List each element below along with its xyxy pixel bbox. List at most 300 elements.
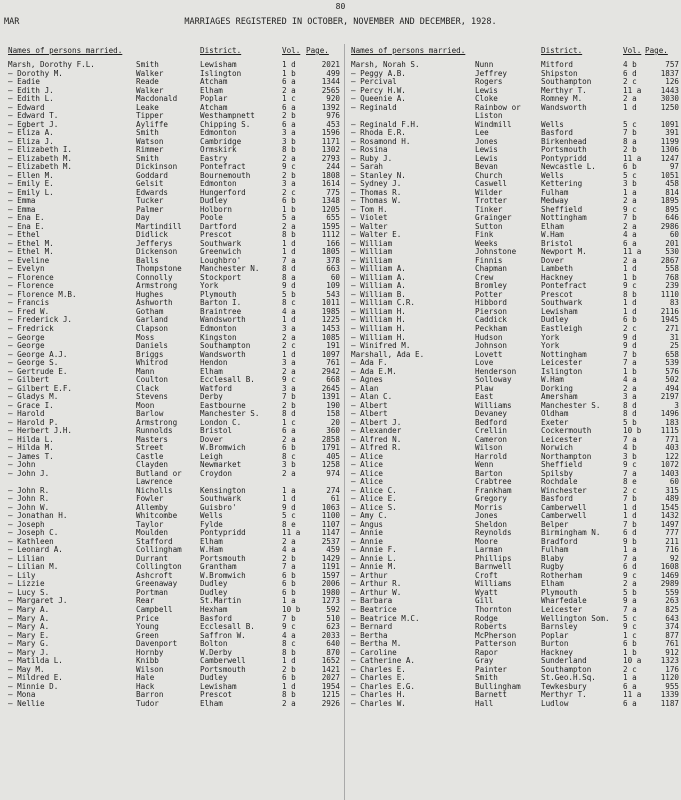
entry-district: Merthyr T. [541,691,587,700]
table-row [6,478,340,487]
entry-volume: 6 a [623,699,637,708]
entry-spouse-surname: Frankham [475,486,512,495]
entry-volume: 2 c [623,486,637,495]
table-row [6,282,340,291]
entry-district: Dover [200,435,223,444]
entry-district: Prescot [200,691,233,700]
entry-district: Islington [200,69,242,78]
entry-volume: 4 a [623,376,637,385]
entry-page: 274 [326,486,340,495]
entry-district: Wharfedale [541,597,587,606]
table-row [349,223,679,232]
entry-name: — Mary A. [8,606,50,614]
entry-district: Bournemouth [200,171,251,180]
entry-page: 1112 [321,231,340,240]
entry-name: — Alexander [351,427,402,436]
entry-district: Greenwich [200,248,242,257]
table-row [349,461,679,470]
table-row [349,78,679,87]
entry-page: 1895 [660,197,679,206]
entry-name: — George [8,333,45,342]
entry-volume: 1 a [623,674,637,683]
entry-district: Edmonton [200,129,237,138]
entry-spouse-surname: Jones [475,137,498,146]
entry-page: 1608 [660,563,679,572]
entry-spouse-surname: Fink [475,231,494,240]
entry-page: 2942 [321,367,340,376]
entry-district: Fulham [541,188,569,197]
entry-spouse-surname: Leake [136,103,159,112]
entry-spouse-surname: Bevan [475,163,498,172]
entry-spouse-surname: Runnolds [136,427,173,436]
entry-spouse-surname: Clack [136,384,159,393]
entry-spouse-surname: Bedford [475,418,508,427]
table-row [6,316,340,325]
entry-district: Ormskirk [200,146,237,155]
table-row [6,461,340,470]
entry-name: — Alfred N. [351,435,402,444]
entry-spouse-surname: Butland or [136,469,182,478]
entry-name: — William C.R. [351,299,416,308]
entry-spouse-surname: Whitcombe [136,512,178,521]
entry-name: — Emma [8,205,36,214]
entry-name: — Alfred R. [351,444,402,453]
entry-name: — Winifred M. [351,342,411,351]
entry-name: — Matilda L. [8,657,63,666]
entry-name: — Margaret J. [8,597,68,606]
entry-name: — Reginald F.H. [351,120,420,129]
entry-volume: 8 d [282,410,296,419]
entry-name: — Alice [351,469,384,478]
entry-name: — Ruby J. [351,154,393,163]
entry-district: Elham [200,699,223,708]
entry-page: 1497 [660,520,679,529]
entry-name: — Percival [351,78,397,87]
entry-page: 1205 [321,205,340,214]
entry-page: 20 [330,418,340,427]
entry-district: Manchester N. [200,265,260,274]
entry-name: — Angus [351,520,384,529]
entry-page: 190 [326,401,340,410]
entry-name: — Mona [8,691,36,700]
entry-district: Camberwell [541,503,587,512]
entry-district: Poplar [200,95,228,104]
entry-page: 1273 [321,597,340,606]
entry-name: — Ethel [8,231,41,240]
entry-page: 1652 [321,657,340,666]
table-row [6,504,340,513]
entry-name: — Bernard [351,623,393,632]
entry-page: 2565 [321,86,340,95]
entry-name: — Percy H.W. [351,86,406,95]
entry-name: — Charles E. [351,665,406,674]
entry-volume: 9 c [623,623,637,632]
entry-district: Edmonton [200,324,237,333]
entry-volume: 3 a [282,129,296,138]
entry-volume: 5 c [623,171,637,180]
table-row [6,146,340,155]
entry-name: — Edward [8,103,45,112]
header-spouse [136,44,200,61]
entry-name: — James T. [8,452,54,461]
entry-volume: 4 a [623,231,637,240]
header-page: Page. [645,46,668,55]
table-row [349,504,679,513]
entry-page: 2793 [321,154,340,163]
entry-name: — Lily [8,571,36,580]
entry-page: 1100 [321,512,340,521]
table-row [349,606,679,615]
entry-volume: 6 b [282,571,296,580]
entry-volume: 2 a [282,86,296,95]
entry-name: — Ethel M. [8,239,54,248]
entry-district: Basford [541,495,574,504]
entry-district: Lewisham [541,307,578,316]
entry-spouse-surname: Patterson [475,640,517,649]
entry-page: 761 [665,640,679,649]
table-row [6,206,340,215]
entry-volume: 4 b [623,61,637,69]
entry-page: 1120 [660,674,679,683]
entry-name: — Gilbert E.F. [8,384,73,393]
entry-volume: 2 b [282,112,296,121]
entry-page: 530 [665,248,679,257]
entry-district: Southampton [200,342,251,351]
entry-volume: 8 b [282,146,296,155]
entry-spouse-surname: Mann [136,367,155,376]
entry-volume: 2 c [282,342,296,351]
table-row [349,385,679,394]
entry-spouse-surname: Ashworth [136,299,173,308]
table-row [6,657,340,666]
entry-page: 870 [326,648,340,657]
entry-spouse-surname: Stafford [136,537,173,546]
table-row [349,640,679,649]
entry-district: Westhampnett [200,112,255,121]
entry-name: — Mary A. [8,614,50,623]
entry-volume: 8 e [623,478,637,487]
entry-district: Wells [200,512,223,521]
entry-name [6,478,136,487]
table-row [349,240,679,249]
entry-name: — Florence [8,273,54,282]
entry-district: Blaby [541,554,564,563]
entry-name: — Annie [351,537,384,546]
entry-volume: 6 b [282,197,296,206]
entry-district: Chipping S. [200,120,251,129]
entry-page: 2867 [660,256,679,265]
entry-name: — Gilbert [8,376,50,385]
table-row [349,316,679,325]
table-row [6,104,340,113]
entry-volume: 4 b [623,444,637,453]
table-row [6,70,340,79]
entry-volume: 6 d [623,529,637,538]
entry-district: Rotherham [541,571,583,580]
entry-spouse-surname: Wilder [475,188,503,197]
right-header-row [349,44,679,61]
entry-spouse-surname: Macdonald [136,95,178,104]
header-vol: Vol. [623,46,642,55]
entry-district: W.Ham [541,231,564,240]
entry-district: Nottingham [541,214,587,223]
entry-page: 558 [665,265,679,274]
entry-spouse-surname: Morris [475,503,503,512]
table-row [6,410,340,419]
entry-page: 2645 [321,384,340,393]
entry-spouse-surname: Stevens [136,393,169,402]
table-row [6,274,340,283]
entry-volume: 3 b [282,461,296,470]
entry-volume: 2 a [282,699,296,708]
entry-spouse-surname: Davenport [136,640,178,649]
entry-name: — Sydney J. [351,180,402,189]
entry-spouse-surname: Cameron [475,435,508,444]
entry-volume: 8 a [623,137,637,146]
entry-spouse-surname: Grainger [475,214,512,223]
entry-district: Loughbro' [200,256,242,265]
entry-name: — May M. [8,665,45,674]
entry-volume: 2 a [623,197,637,206]
entry-name: — Alice E. [351,495,397,504]
table-row [6,640,340,649]
entry-name: — William [351,256,393,265]
entry-district: Wellington Som. [541,614,610,623]
table-row [6,376,340,385]
entry-page: 2537 [321,537,340,546]
entry-spouse-surname: Knibb [136,657,159,666]
entry-spouse-surname: Sheldon [475,520,508,529]
entry-page: 391 [665,129,679,138]
entry-page: 768 [665,273,679,282]
table-row [6,683,340,692]
entry-district: Hungerford [200,188,246,197]
entry-volume: 4 a [282,631,296,640]
table-row [6,615,340,624]
header-names: Names of persons married. [351,46,466,55]
entry-volume: 2 a [623,580,637,589]
entry-spouse-surname: Crellin [475,427,508,436]
entry-spouse-surname: Solloway [475,376,512,385]
entry-name: — Annie F. [351,546,397,555]
entry-page: 502 [665,376,679,385]
entry-page: 895 [665,205,679,214]
entry-spouse-surname: Jeffrey [475,69,508,78]
entry-district: Dudley [200,674,228,683]
table-row [6,546,340,555]
entry-page: 499 [326,69,340,78]
entry-name: — Herbert J.H. [8,427,73,436]
entry-spouse-surname: Garland [136,316,169,325]
entry-name: — Annie [351,529,384,538]
entry-name: — Mary G. [8,640,50,649]
table-row [349,495,679,504]
table-row [349,325,679,334]
entry-spouse-surname: Crew [475,273,494,282]
entry-name: — Mary E. [8,631,50,640]
entry-page: 955 [665,682,679,691]
entry-spouse-surname: Reynolds [475,529,512,538]
table-row [349,563,679,572]
entry-volume [623,112,645,121]
entry-name: — Caroline [351,648,397,657]
entry-volume: 2 a [623,384,637,393]
table-row [349,444,679,453]
entry-spouse-surname: Tucker [136,197,164,206]
left-header-row [6,44,340,61]
entry-spouse-surname: Allemby [136,503,169,512]
table-row [6,538,340,547]
entry-page: 1403 [660,469,679,478]
entry-district: W.Ham [200,546,223,555]
entry-page: 2986 [660,222,679,231]
entry-volume: 7 a [623,469,637,478]
entry-volume: 5 a [282,214,296,223]
entry-volume: 7 b [623,214,637,223]
entry-district: Basford [541,129,574,138]
entry-spouse-surname: Walker [136,86,164,95]
entry-page: 1187 [660,699,679,708]
entry-district: Medway [541,197,569,206]
entry-spouse-surname: Painter [475,665,508,674]
header-district: District. [200,46,242,55]
table-row [6,444,340,453]
entry-spouse-surname: Wyatt [475,588,498,597]
entry-name: — Albert [351,410,388,419]
table-row [6,95,340,104]
entry-volume: 2 b [282,171,296,180]
entry-page: 1147 [321,529,340,538]
entry-spouse-surname: Smith [136,129,159,138]
table-row [349,112,679,121]
entry-page: 1344 [321,78,340,87]
table-row [6,257,340,266]
table-row [349,351,679,360]
entry-page: 510 [326,614,340,623]
entry-page: 646 [665,214,679,223]
entry-district: Poplar [541,631,569,640]
entry-page: 2116 [660,307,679,316]
entry-volume: 1 a [282,486,296,495]
table-row [6,351,340,360]
entry-page: 61 [330,495,340,504]
entry-spouse-surname: Caswell [475,180,508,189]
entry-name: — Ellen M. [8,171,54,180]
entry-page: 1545 [660,503,679,512]
table-row [349,155,679,164]
page-number: 80 [335,2,346,11]
entry-volume: 11 a [623,154,642,163]
entry-district: Tewkesbury [541,682,587,691]
entry-spouse-surname: Love [475,359,494,368]
entry-page: 1596 [321,129,340,138]
entry-spouse-surname: Nicholls [136,486,173,495]
table-row [349,632,679,641]
entry-page: 1258 [321,461,340,470]
entry-name: — Tom H. [351,205,388,214]
entry-district: Dover [541,256,564,265]
entry-name: — Bertha [351,631,388,640]
table-row [349,419,679,428]
table-row [6,512,340,521]
table-row [6,342,340,351]
entry-district: Kingston [200,333,237,342]
entry-page: 211 [665,537,679,546]
entry-district: York [541,333,560,342]
entry-page: 360 [326,427,340,436]
table-row [6,402,340,411]
entry-district: Nottingham [541,350,587,359]
entry-district: Barton I. [200,299,242,308]
entry-page: 1091 [660,120,679,129]
table-row [349,274,679,283]
entry-name: — John J. [8,469,50,478]
entry-name: — Arthur W. [351,588,402,597]
entry-district: Derby [200,393,223,402]
table-row [349,691,679,700]
entry-spouse-surname: Ashcroft [136,571,173,580]
entry-spouse-surname: McPherson [475,631,517,640]
entry-page: 1302 [321,146,340,155]
table-row [6,138,340,147]
table-row [349,359,679,368]
table-row [349,231,679,240]
entry-spouse-surname: Lawrence [136,478,173,487]
entry-spouse-surname: Rapor [475,648,498,657]
entry-spouse-surname: Thornton [475,606,512,614]
entry-page: 1391 [321,393,340,402]
entry-district: Kensington [200,486,246,495]
entry-volume: 7 a [623,435,637,444]
table-row [6,521,340,530]
entry-spouse-surname: Clapson [136,324,169,333]
table-row [6,291,340,300]
entry-spouse-surname: Masters [136,435,169,444]
entry-volume: 9 c [623,571,637,580]
entry-spouse-surname: Day [136,214,150,223]
table-row [349,597,679,606]
entry-name: — William B. [351,290,406,299]
entry-page: 176 [665,665,679,674]
entry-volume: 2 a [623,95,637,104]
table-row [6,155,340,164]
entry-spouse-surname: Jefferys [136,239,173,248]
table-row [6,189,340,198]
entry-district: Wells [541,171,564,180]
entry-name: — John R. [8,495,50,504]
entry-district: Dudley [200,197,228,206]
entry-district: Merthyr T. [541,86,587,95]
entry-page: 1614 [321,180,340,189]
table-row [349,291,679,300]
table-row [349,529,679,538]
entry-spouse-surname: East [475,393,494,402]
entry-page: 3 [674,401,679,410]
entry-spouse-surname: Barlow [136,410,164,419]
table-row [349,580,679,589]
entry-page: 1072 [660,461,679,470]
entry-district: Dudley [200,580,228,589]
table-row [349,546,679,555]
entry-district: W.Bromwich [200,571,246,580]
entry-volume: 8 c [282,299,296,308]
entry-spouse-surname: Weeks [475,239,498,248]
entry-page: 757 [665,61,679,69]
table-row [6,529,340,538]
entry-page: 1339 [660,691,679,700]
entry-page: 244 [326,163,340,172]
entry-district: Belper [541,520,569,529]
